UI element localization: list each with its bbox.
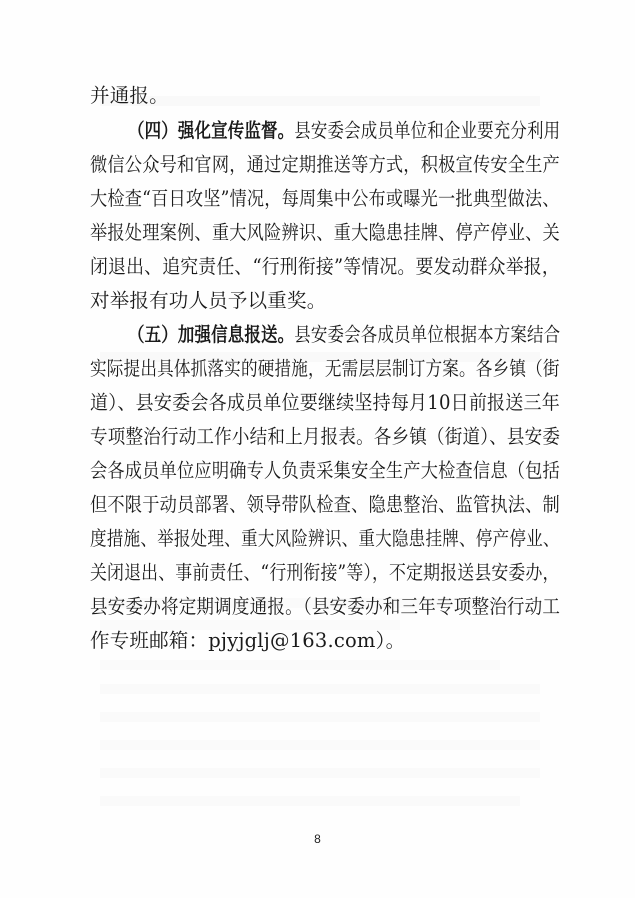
section-five-heading: （五）加强信息报送。 bbox=[128, 323, 295, 346]
line-text: 度措施、举报处理、重大风险辨识、重大隐患挂牌、停产停业、 bbox=[90, 527, 560, 550]
line-text: 微信公众号和官网，通过定期推送等方式，积极宣传安全生产 bbox=[90, 153, 560, 176]
paragraph-line bbox=[90, 561, 560, 585]
paragraph-line bbox=[90, 187, 560, 211]
line-text: 会各成员单位应明确专人负责采集安全生产大检查信息（包括 bbox=[90, 459, 560, 482]
section-four-heading: （四）强化宣传监督。 bbox=[128, 119, 295, 142]
line-text: 举报处理案例、重大风险辨识、重大隐患挂牌、停产停业、关 bbox=[90, 221, 560, 244]
paragraph-line bbox=[90, 425, 560, 449]
paragraph-line bbox=[90, 391, 560, 415]
section-five-heading-line bbox=[128, 323, 560, 347]
line-text: 道）、县安委会各成员单位要继续坚持每月10日前报送三年 bbox=[90, 391, 560, 414]
line-text: 专项整治行动工作小结和上月报表。各乡镇（街道）、县安委 bbox=[90, 425, 561, 448]
line-text: 关闭退出、事前责任、“行刑衔接”等），不定期报送县安委办， bbox=[90, 561, 560, 584]
line-text: 县安委办将定期调度通报。（县安委办和三年专项整治行动工 bbox=[90, 595, 561, 618]
section-four-heading-line bbox=[128, 119, 560, 143]
paragraph-line bbox=[90, 595, 560, 619]
line-text: 但不限于动员部署、领导带队检查、隐患整治、监管执法、制 bbox=[90, 493, 560, 516]
paragraph-line bbox=[90, 493, 560, 517]
line-text: 作专班邮箱：pjyjglj@163.com）。 bbox=[90, 629, 406, 652]
paragraph-line bbox=[90, 527, 560, 551]
line-text: 大检查“百日攻坚”情况，每周集中公布或曝光一批典型做法、 bbox=[90, 187, 560, 210]
paragraph-line bbox=[90, 153, 560, 177]
paragraph-line bbox=[90, 629, 405, 653]
line-text: 实际提出具体抓落实的硬措施，无需层层制订方案。各乡镇（街 bbox=[90, 357, 560, 380]
paragraph-line bbox=[90, 255, 560, 279]
paragraph-line bbox=[90, 221, 560, 245]
line-text: 闭退出、追究责任、“行刑衔接”等情况。要发动群众举报， bbox=[90, 255, 560, 278]
line-text: 对举报有功人员予以重奖。 bbox=[90, 289, 327, 312]
paragraph-line bbox=[90, 289, 326, 313]
page-number: 8 bbox=[314, 832, 321, 846]
line-text: 并通报。 bbox=[90, 84, 169, 107]
paragraph-line bbox=[90, 84, 169, 108]
line-text: 县安委会各成员单位根据本方案结合 bbox=[294, 323, 561, 346]
paragraph-line bbox=[90, 459, 560, 483]
paragraph-line bbox=[90, 357, 560, 381]
line-text: 县安委会成员单位和企业要充分利用 bbox=[294, 119, 561, 142]
